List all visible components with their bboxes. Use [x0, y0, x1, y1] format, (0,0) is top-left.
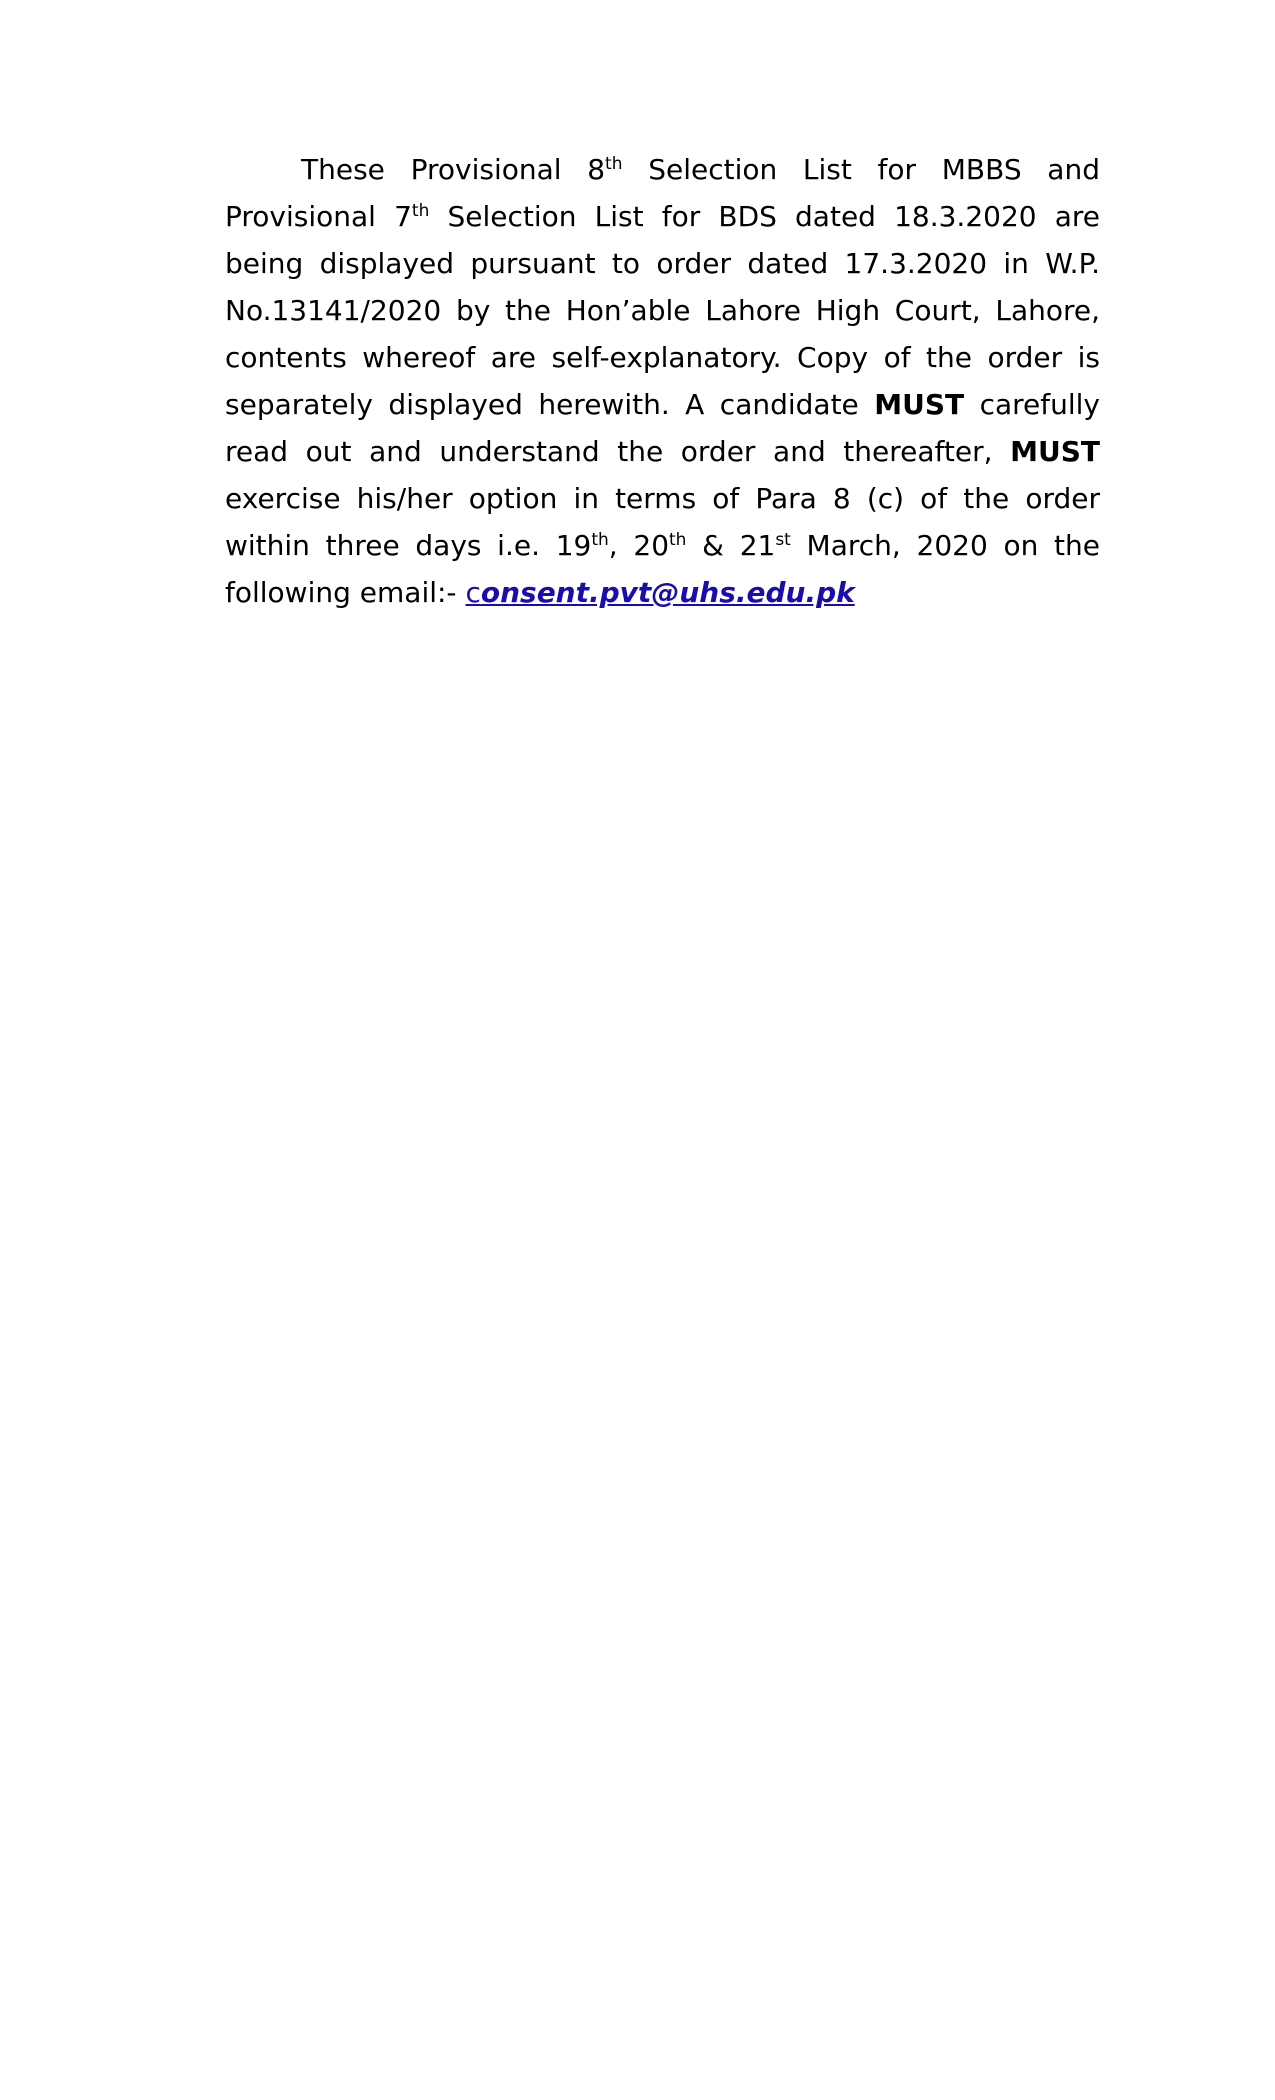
- notice-text: carefully read out and understand the order and thereafter,: [225, 388, 1100, 468]
- consent-email-link[interactable]: [465, 576, 854, 609]
- notice-text: exercise his/her option in terms of Para 8 (c) of the order within three days i.e. 19: [225, 482, 1100, 562]
- ordinal-suffix: th: [605, 154, 623, 174]
- must-emphasis: MUST: [1010, 435, 1100, 468]
- email-link-first-letter: c: [465, 576, 481, 609]
- ordinal-suffix: th: [669, 530, 687, 550]
- must-emphasis: MUST: [874, 388, 965, 421]
- notice-text: & 21: [686, 529, 776, 562]
- notice-paragraph: [225, 146, 1100, 616]
- notice-text: These Provisional 8: [301, 153, 606, 186]
- ordinal-suffix: th: [411, 201, 430, 221]
- ordinal-suffix: th: [591, 530, 609, 550]
- notice-text: Selection List for MBBS and Provisional 7: [225, 153, 1100, 233]
- email-link-rest: onsent.pvt@uhs.edu.pk: [480, 576, 855, 609]
- notice-text: Selection List for BDS dated 18.3.2020 are being displayed pursuant to order dated 17.3.2020 in W.P. No.13141/2020 by the Hon’able Lahore High Court, Lahore, contents whereof are self-explanatory. Copy of the order is separately displayed herewith. A candidate: [225, 200, 1100, 421]
- notice-text: March, 2020 on the following email:-: [225, 529, 1100, 609]
- notice-text: , 20: [608, 529, 670, 562]
- ordinal-suffix: st: [775, 530, 791, 550]
